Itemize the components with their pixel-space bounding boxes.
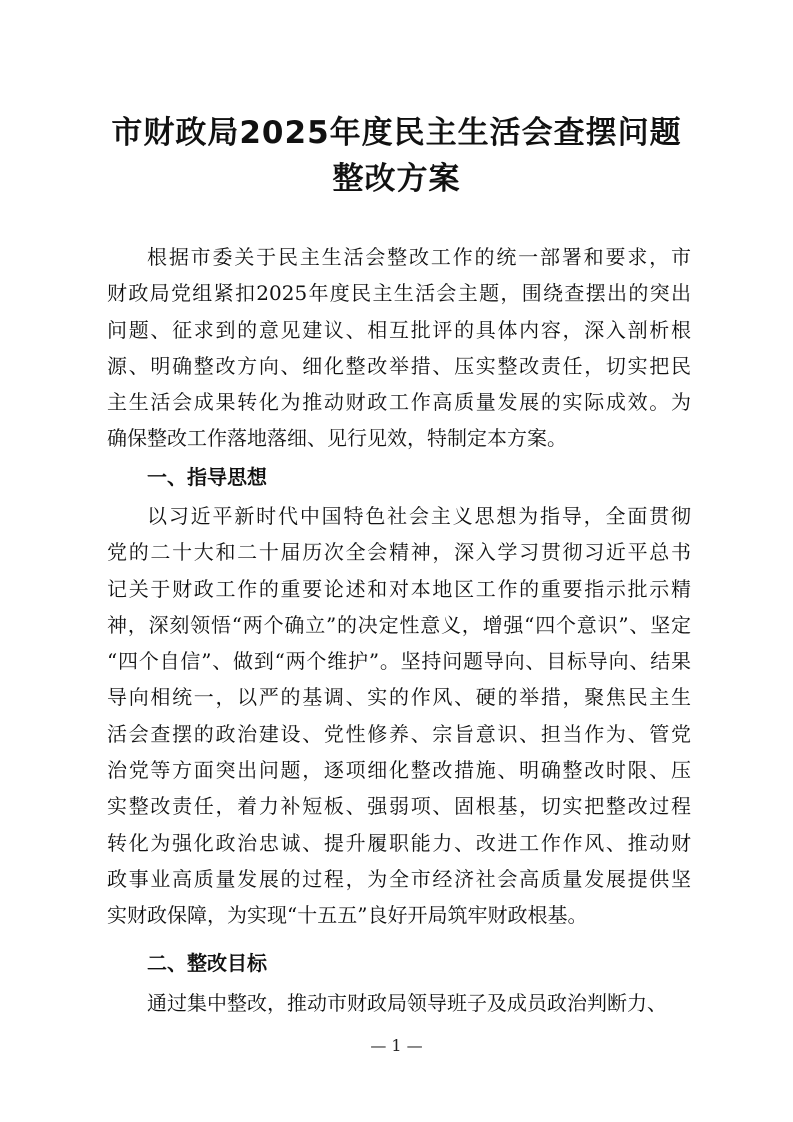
section1-line: 导向相统一，以严的基调、实的作风、硬的举措，聚焦民主生 — [107, 685, 691, 710]
section-heading-rectification-goals: 二、整改目标 — [147, 951, 267, 975]
page-number: — 1 — — [370, 1036, 423, 1055]
section1-line: 神，深刻领悟“两个确立”的决定性意义，增强“四个意识”、坚定 — [107, 612, 691, 637]
intro-line: 源、明确整改方向、细化整改举措、压实整改责任，切实把民 — [107, 353, 691, 378]
intro-paragraph — [107, 239, 691, 457]
section1-line: 转化为强化政治忠诚、提升履职能力、改进工作作风、推动财 — [107, 830, 691, 855]
section2-paragraph — [107, 985, 691, 1021]
section2-line: 通过集中整改，推动市财政局领导班子及成员政治判断力、 — [147, 991, 667, 1015]
document-title-line-2: 整改方案 — [332, 161, 461, 197]
section1-line: 实整改责任，着力补短板、强弱项、固根基，切实把整改过程 — [107, 794, 691, 819]
section1-line: 党的二十大和二十届历次全会精神，深入学习贯彻习近平总书 — [107, 540, 691, 565]
section1-line: 实财政保障，为实现“十五五”良好开局筑牢财政根基。 — [107, 903, 588, 928]
section1-line: 以习近平新时代中国特色社会主义思想为指导，全面贯彻 — [147, 504, 691, 528]
intro-line: 主生活会成果转化为推动财政工作高质量发展的实际成效。为 — [107, 390, 691, 415]
section1-line: 治党等方面突出问题，逐项细化整改措施、明确整改时限、压 — [107, 758, 691, 783]
section1-paragraph — [107, 498, 691, 934]
document-title-line-1: 市财政局2025年度民主生活会查摆问题 — [111, 115, 682, 151]
section1-line: “四个自信”、做到“两个维护”。坚持问题导向、目标导向、结果 — [107, 649, 691, 674]
intro-line: 确保整改工作落地落细、见行见效，特制定本方案。 — [107, 426, 567, 451]
intro-line: 根据市委关于民主生活会整改工作的统一部署和要求，市 — [147, 245, 691, 269]
section1-line: 记关于财政工作的重要论述和对本地区工作的重要指示批示精 — [107, 576, 691, 601]
section1-line: 活会查摆的政治建设、党性修养、宗旨意识、担当作为、管党 — [107, 721, 691, 746]
intro-line: 财政局党组紧扣2025年度民主生活会主题，围绕查摆出的突出 — [107, 281, 691, 306]
section1-line: 政事业高质量发展的过程，为全市经济社会高质量发展提供坚 — [107, 866, 691, 891]
section-heading-guiding-thought: 一、指导思想 — [147, 465, 267, 489]
intro-line: 问题、征求到的意见建议、相互批评的具体内容，深入剖析根 — [107, 317, 691, 342]
